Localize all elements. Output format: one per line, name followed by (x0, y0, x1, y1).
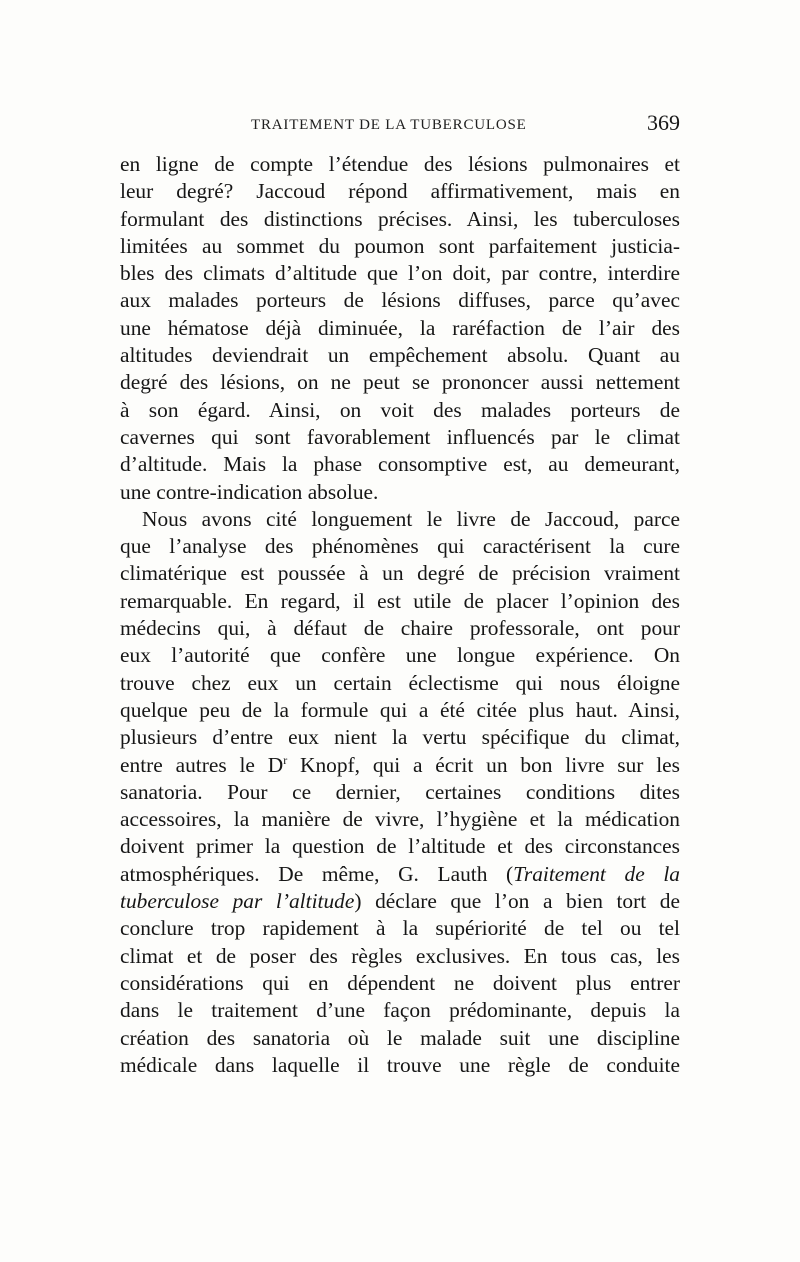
text-line: climatérique est poussée à un degré de précision vraiment (120, 561, 680, 586)
line-part: atmosphériques. De même, G. Lauth ( (120, 861, 514, 886)
text-line: considérations qui en dépendent ne doivent plus entrer (120, 970, 680, 995)
line-part: ) déclare que l’on a bien tort de (354, 889, 680, 914)
text-line: sanatoria. Pour ce dernier, certaines conditions dites (120, 779, 680, 804)
text-line: en ligne de compte l’étendue des lésions pulmonaires et (120, 152, 680, 176)
text-line: limitées au sommet du poumon sont parfaitement justicia- (120, 233, 680, 258)
text-line: altitudes deviendrait un empêchement absolu. Quant au (120, 343, 680, 368)
text-line: conclure trop rapidement à la supériorité de tel ou tel (120, 916, 680, 941)
text-line: eux l’autorité que confère une longue expérience. On (120, 643, 680, 668)
text-line: formulant des distinctions précises. Ainsi, les tuberculoses (120, 206, 680, 231)
text-line-with-italic (120, 861, 680, 888)
text-line: trouve chez eux un certain éclectisme qui nous éloigne (120, 670, 680, 695)
text-line: leur degré? Jaccoud répond affirmativement, mais en (120, 179, 680, 204)
paragraph-start-line: Nous avons cité longuement le livre de Jaccoud, parce (142, 506, 680, 531)
running-title: TRAITEMENT DE LA TUBERCULOSE (251, 117, 527, 133)
text-line: degré des lésions, on ne peut se prononcer aussi nettement (120, 370, 680, 395)
text-line: à son égard. Ainsi, on voit des malades porteurs de (120, 397, 680, 422)
text-line: doivent primer la question de l’altitude et des circonstances (120, 834, 680, 859)
line-part: entre autres le D (120, 752, 284, 777)
paragraph-end-line: une contre-indication absolue. (120, 479, 379, 504)
text-line: création des sanatoria où le malade suit une discipline (120, 1025, 680, 1050)
text-line: que l’analyse des phénomènes qui caractérisent la cure (120, 534, 680, 559)
text-line: une hématose déjà diminuée, la raréfaction de l’air des (120, 315, 680, 340)
text-line: aux malades porteurs de lésions diffuses, parce qu’avec (120, 288, 680, 313)
text-line-with-superscript (120, 752, 680, 779)
text-line-with-italic (120, 888, 680, 915)
text-line: climat et de poser des règles exclusives. En tous cas, les (120, 943, 680, 968)
text-line: dans le traitement d’une façon prédominante, depuis la (120, 998, 680, 1023)
superscript: r (283, 752, 288, 767)
body-text (120, 151, 680, 1079)
page-number: 369 (647, 110, 680, 135)
line-part: Knopf, qui a écrit un bon livre sur les (287, 752, 680, 777)
text-line: d’altitude. Mais la phase consomptive est, au demeurant, (120, 452, 680, 477)
running-head (120, 110, 680, 143)
italic-title: Traitement de la (513, 861, 680, 886)
text-line: médecins qui, à défaut de chaire professorale, ont pour (120, 616, 680, 641)
text-line: bles des climats d’altitude que l’on doit, par contre, interdire (120, 261, 680, 286)
italic-title: tuberculose par l’altitude (120, 889, 355, 914)
text-line: plusieurs d’entre eux nient la vertu spécifique du climat, (120, 725, 680, 750)
text-line: remarquable. En regard, il est utile de placer l’opinion des (120, 588, 680, 613)
text-line: cavernes qui sont favorablement influencés par le climat (120, 424, 680, 449)
text-line: accessoires, la manière de vivre, l’hygiène et la médication (120, 807, 680, 832)
text-line: médicale dans laquelle il trouve une règle de conduite (120, 1052, 680, 1077)
text-line: quelque peu de la formule qui a été citée plus haut. Ainsi, (120, 697, 680, 722)
